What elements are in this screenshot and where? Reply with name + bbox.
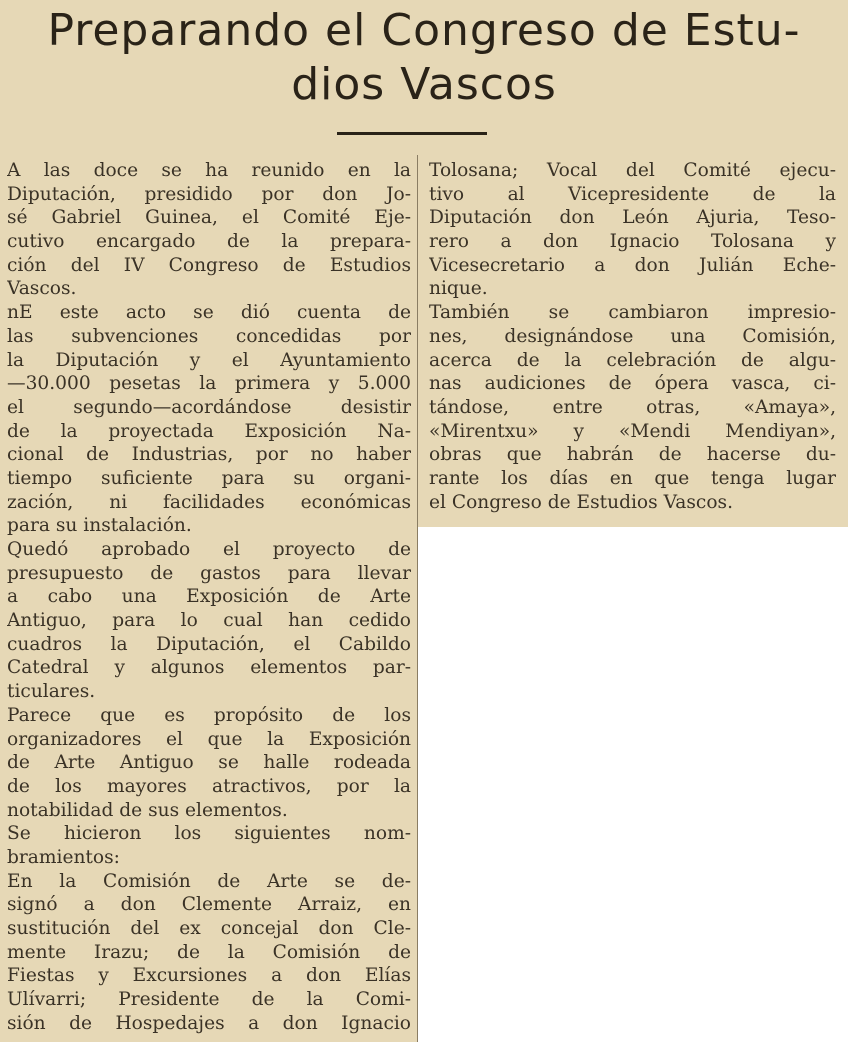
text-line: cutivo encargado de la prepara-	[7, 231, 411, 253]
text-line: acerca de la celebración de algu-	[429, 349, 836, 371]
text-line: ticulares.	[7, 681, 96, 703]
text-line: sé Gabriel Guinea, el Comité Eje-	[7, 207, 411, 229]
text-line: También se cambiaron impresio-	[429, 302, 836, 324]
text-line: nes, designándose una Comisión,	[429, 325, 836, 347]
right-column	[429, 159, 836, 514]
text-line: notabilidad de sus elementos.	[7, 799, 288, 821]
text-line: Tolosana; Vocal del Comité ejecu-	[429, 160, 836, 181]
text-line: —30.000 pesetas la primera y 5.000	[7, 373, 411, 395]
text-line: tiempo suficiente para su organi-	[7, 467, 411, 489]
text-line: de la proyectada Exposición Na-	[7, 420, 411, 442]
text-line: ción del IV Congreso de Estudios	[7, 254, 411, 276]
text-line: tándose, entre otras, «Amaya»,	[429, 396, 836, 418]
text-line: nas audiciones de ópera vasca, ci-	[429, 373, 836, 395]
text-line: Catedral y algunos elementos par-	[7, 657, 411, 679]
left-column	[7, 159, 411, 1035]
text-line: «Mirentxu» y «Mendi Mendiyan»,	[429, 420, 836, 442]
text-line: Diputación, presidido por don Jo-	[7, 183, 411, 205]
text-line: nE este acto se dió cuenta de	[7, 302, 411, 324]
text-line: las subvenciones concedidas por	[7, 325, 411, 347]
text-line: Fiestas y Excursiones a don Elías	[7, 965, 411, 987]
text-line: a cabo una Exposición de Arte	[7, 586, 411, 608]
text-line: rero a don Ignacio Tolosana y	[429, 231, 836, 253]
text-line: En la Comisión de Arte se de-	[7, 870, 411, 892]
text-line: el segundo—acordándose desistir	[7, 396, 411, 418]
text-line: A las doce se ha reunido en la	[7, 160, 411, 181]
text-line: nique.	[429, 278, 488, 300]
text-line: Vicesecretario a don Julián Eche-	[429, 254, 836, 276]
text-line: organizadores el que la Exposición	[7, 728, 411, 750]
text-line: de los mayores atractivos, por la	[7, 775, 411, 797]
article-headline	[0, 4, 848, 112]
text-line: rante los días en que tenga lugar	[429, 467, 836, 489]
text-line: de Arte Antiguo se halle rodeada	[7, 752, 411, 774]
text-line: Ulívarri; Presidente de la Comi-	[7, 989, 411, 1011]
text-line: Parece que es propósito de los	[7, 704, 411, 726]
headline-line-2: dios Vascos	[291, 59, 557, 110]
text-line: Quedó aprobado el proyecto de	[7, 539, 411, 560]
text-line: cuadros la Diputación, el Cabildo	[7, 633, 411, 655]
text-line: cional de Industrias, por no haber	[7, 444, 411, 466]
text-line: bramientos:	[7, 846, 120, 868]
headline-line-1: Preparando el Congreso de Estu-	[47, 5, 801, 56]
text-line: Antiguo, para lo cual han cedido	[7, 610, 411, 632]
text-line: mente Irazu; de la Comisión de	[7, 941, 411, 963]
text-line: la Diputación y el Ayuntamiento	[7, 349, 411, 371]
text-line: el Congreso de Estudios Vascos.	[429, 491, 733, 513]
text-line: Vascos.	[7, 278, 77, 300]
text-line: signó a don Clemente Arraiz, en	[7, 894, 411, 916]
text-line: Diputación don León Ajuria, Teso-	[429, 207, 836, 229]
headline-rule	[337, 132, 487, 135]
text-line: zación, ni facilidades económicas	[7, 491, 411, 513]
text-line: sustitución del ex concejal don Cle-	[7, 918, 411, 939]
text-line: para su instalación.	[7, 515, 192, 537]
text-line: sión de Hospedajes a don Ignacio	[7, 1012, 411, 1034]
text-line: tivo al Vicepresidente de la	[429, 183, 836, 205]
text-line: obras que habrán de hacerse du-	[429, 444, 836, 466]
column-divider	[417, 155, 418, 1042]
text-line: presupuesto de gastos para llevar	[7, 562, 411, 584]
text-line: Se hicieron los siguientes nom-	[7, 823, 411, 845]
